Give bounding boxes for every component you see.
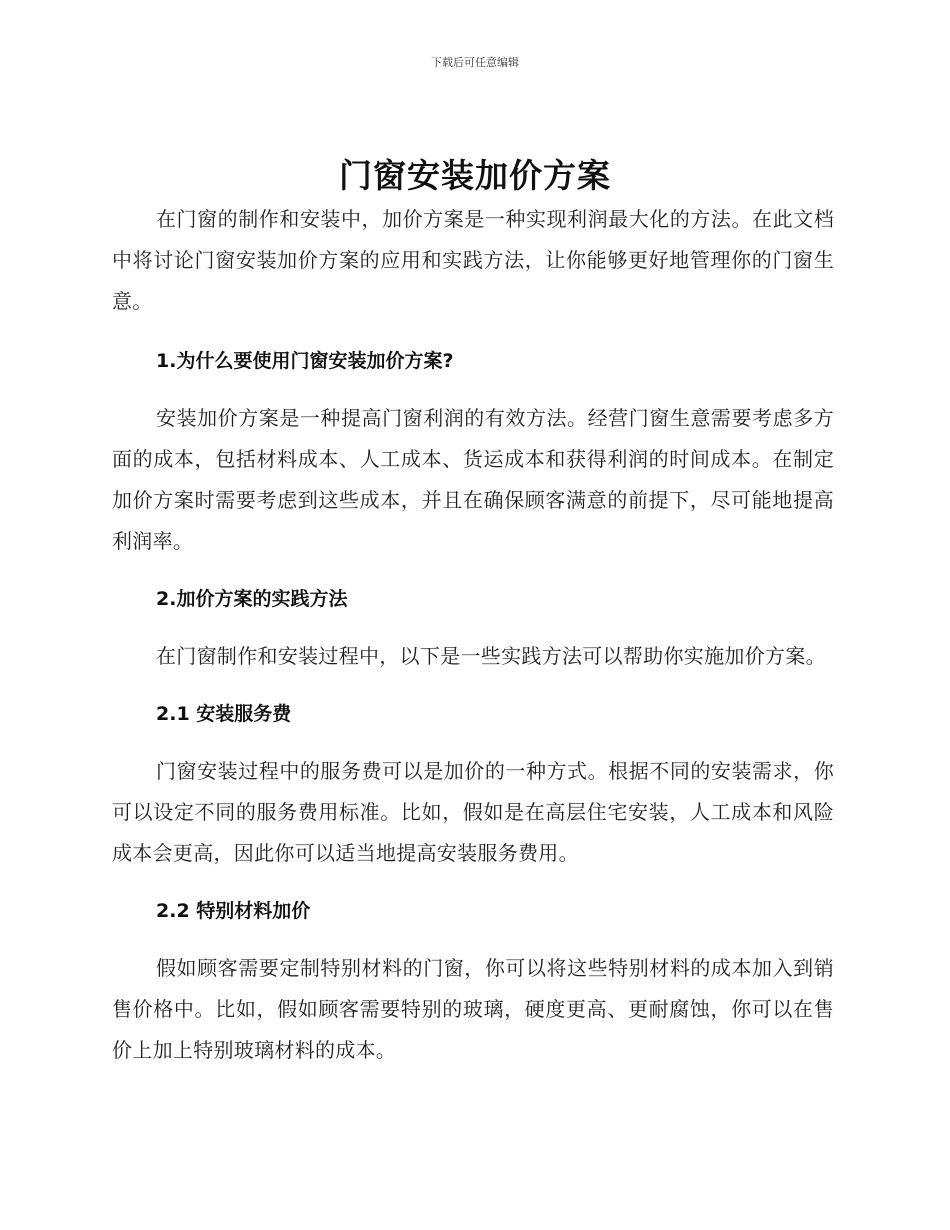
document-body <box>112 199 834 1071</box>
header-note: 下载后可任意编辑 <box>431 56 519 69</box>
section-heading-2: 2.加价方案的实践方法 <box>156 588 348 610</box>
section-paragraph-2-2: 假如顾客需要定制特别材料的门窗，你可以将这些特别材料的成本加入到销售价格中。比如，假如顾客需要特别的玻璃，硬度更高、更耐腐蚀，你可以在售价上加上特别玻璃材料的成本。 <box>112 956 834 1062</box>
section-heading-2-2: 2.2 特别材料加价 <box>156 900 311 922</box>
section-heading-2-1: 2.1 安装服务费 <box>156 703 292 725</box>
section-heading-1: 1.为什么要使用门窗安装加价方案? <box>156 350 454 372</box>
document-title: 门窗安装加价方案 <box>339 156 611 195</box>
section-paragraph-1: 安装加价方案是一种提高门窗利润的有效方法。经营门窗生意需要考虑多方面的成本，包括材料成本、人工成本、货运成本和获得利润的时间成本。在制定加价方案时需要考虑到这些成本，并且在确保顾客满意的前提下，尽可能地提高利润率。 <box>112 406 834 553</box>
section-paragraph-2: 在门窗制作和安装过程中，以下是一些实践方法可以帮助你实施加价方案。 <box>156 644 826 668</box>
intro-paragraph: 在门窗的制作和安装中，加价方案是一种实现利润最大化的方法。在此文档中将讨论门窗安装加价方案的应用和实践方法，让你能够更好地管理你的门窗生意。 <box>112 207 834 313</box>
section-paragraph-2-1: 门窗安装过程中的服务费可以是加价的一种方式。根据不同的安装需求，你可以设定不同的服务费用标准。比如，假如是在高层住宅安装，人工成本和风险成本会更高，因此你可以适当地提高安装服务费用。 <box>112 759 834 865</box>
